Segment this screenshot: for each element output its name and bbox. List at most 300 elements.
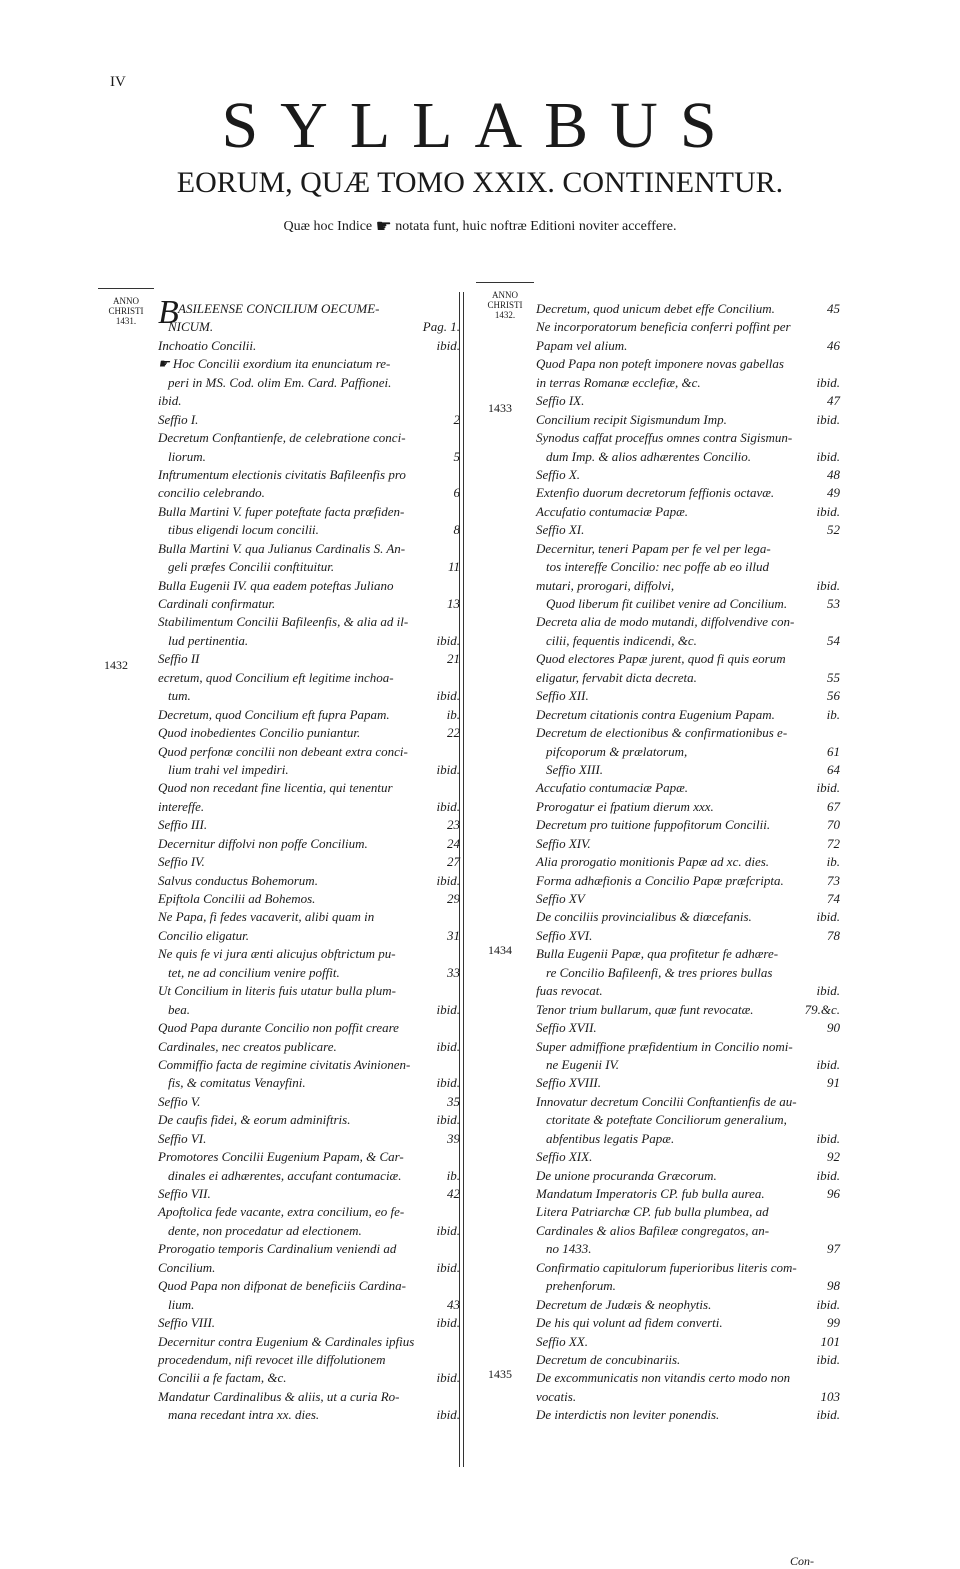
entry-text: lium. bbox=[168, 1296, 195, 1312]
index-entry bbox=[158, 577, 460, 595]
index-entry bbox=[536, 890, 840, 908]
entry-text: Seffio XVI. bbox=[536, 927, 593, 943]
page-reference: 99 bbox=[827, 1315, 840, 1331]
page-reference: 97 bbox=[827, 1241, 840, 1257]
entry-text: Quod non recedant fine licentia, qui tenentur bbox=[158, 780, 393, 796]
index-entry bbox=[536, 1019, 840, 1037]
page-reference: ibid. bbox=[436, 337, 460, 353]
index-entry bbox=[158, 945, 460, 963]
page-reference: 55 bbox=[827, 669, 840, 685]
index-entry bbox=[158, 1240, 460, 1258]
entry-text: Seffio XI. bbox=[536, 522, 585, 538]
entry-text: Inchoatio Concilii. bbox=[158, 337, 257, 353]
index-entry bbox=[536, 392, 840, 410]
page-reference: 53 bbox=[827, 596, 840, 611]
entry-text: re Concilio Bafileenfi, & tres priores bullas bbox=[546, 964, 773, 980]
year-head-right bbox=[476, 290, 534, 320]
index-entry bbox=[158, 595, 460, 613]
index-entry bbox=[536, 1296, 840, 1314]
entry-text: ☛ Hoc Concilii exordium ita enunciatum re- bbox=[158, 356, 391, 372]
pointing-hand-icon: ☛ bbox=[375, 216, 392, 236]
entry-text: concilio celebrando. bbox=[158, 485, 265, 501]
entry-text: Seffio IX. bbox=[536, 393, 585, 409]
page-reference: ibid. bbox=[436, 872, 460, 888]
entry-text: Quod inobedientes Concilio puniantur. bbox=[158, 725, 361, 741]
index-entry bbox=[536, 577, 840, 595]
entry-text: Decretum de concubinariis. bbox=[536, 1351, 681, 1367]
index-entry bbox=[536, 687, 840, 705]
entry-text: procedendum, nifi revocet ille diffolutionem bbox=[158, 1351, 386, 1367]
entry-text: Tenor trium bullarum, quæ funt revocatæ. bbox=[536, 1001, 754, 1017]
index-entry bbox=[536, 798, 840, 816]
page-reference: 45 bbox=[827, 301, 840, 316]
entry-text: vocatis. bbox=[536, 1388, 577, 1404]
index-entry bbox=[536, 1130, 840, 1148]
entry-text: tum. bbox=[168, 688, 191, 704]
entry-text: Commiffio facta de regimine civitatis Avinionen- bbox=[158, 1056, 411, 1072]
anno-label: ANNO bbox=[113, 296, 139, 306]
index-entry bbox=[158, 669, 460, 687]
page-reference: ibid. bbox=[816, 983, 840, 999]
index-entry bbox=[536, 945, 840, 963]
index-entry bbox=[158, 503, 460, 521]
entry-text: Cardinales, nec creatos publicare. bbox=[158, 1038, 337, 1054]
entry-text: Quod Papa non poteft imponere novas gabellas bbox=[536, 356, 784, 372]
entry-text: Innovatur decretum Concilii Conftantienfis de au- bbox=[536, 1093, 797, 1109]
page-reference: 21 bbox=[447, 651, 460, 667]
entry-text: tibus eligendi locum concilii. bbox=[168, 522, 319, 538]
page-reference: 22 bbox=[447, 725, 460, 741]
page-reference: ibid. bbox=[816, 411, 840, 427]
entry-text: intereffe. bbox=[158, 798, 205, 814]
index-entry bbox=[536, 761, 840, 779]
entry-text: De conciliis provincialibus & diœcefanis. bbox=[536, 909, 752, 925]
index-entry bbox=[158, 355, 460, 373]
page-reference: 48 bbox=[827, 466, 840, 482]
entry-text: Seffio V. bbox=[158, 1093, 201, 1109]
entry-text: Inftrumentum electionis civitatis Bafileenfis pro bbox=[158, 466, 406, 482]
index-entry bbox=[158, 1351, 460, 1369]
index-entry bbox=[158, 1038, 460, 1056]
catchword: Con- bbox=[790, 1554, 814, 1568]
index-entry bbox=[536, 1240, 840, 1258]
index-entry bbox=[158, 650, 460, 668]
page-reference: 101 bbox=[820, 1333, 840, 1349]
page-reference: ibid. bbox=[816, 1351, 840, 1367]
page-reference: 47 bbox=[827, 393, 840, 409]
index-entry bbox=[158, 927, 460, 945]
entry-text: Mandatur Cardinalibus & aliis, ut a curia Ro- bbox=[158, 1388, 400, 1404]
column-divider bbox=[463, 292, 464, 1467]
page-reference: ibid. bbox=[816, 577, 840, 593]
index-entry bbox=[536, 411, 840, 429]
index-entry bbox=[536, 982, 840, 1000]
entry-text: Ne quis fe vi jura ænti alicujus obftrictum pu- bbox=[158, 946, 396, 962]
page-reference: ibid. bbox=[436, 632, 460, 648]
entry-text: Decretum, quod Concilium eft fupra Papam. bbox=[158, 706, 390, 722]
year-head-left bbox=[98, 296, 154, 326]
entry-text: fis, & comitatus Venayfini. bbox=[168, 1075, 306, 1091]
page-reference: 98 bbox=[827, 1278, 840, 1294]
index-entry bbox=[536, 355, 840, 373]
entry-text: Decretum, quod unicum debet effe Concilium. bbox=[536, 301, 775, 316]
year-head-rule-right bbox=[476, 282, 534, 283]
index-entry bbox=[158, 429, 460, 447]
entry-text: pifcoporum & prælatorum, bbox=[546, 743, 688, 759]
index-entry bbox=[158, 1203, 460, 1221]
index-entry bbox=[536, 1406, 840, 1424]
page-reference: 5 bbox=[453, 448, 460, 464]
page-reference: ibid. bbox=[436, 1112, 460, 1128]
index-entry bbox=[536, 1388, 840, 1406]
entry-text: peri in MS. Cod. olim Em. Card. Paffionei. bbox=[168, 374, 392, 390]
entry-text: bea. bbox=[168, 1001, 191, 1017]
entry-text: Decernitur contra Eugenium & Cardinales ipfius bbox=[158, 1333, 415, 1349]
page-reference: ibid. bbox=[436, 1038, 460, 1054]
index-entry bbox=[158, 374, 460, 392]
page-reference: ibid. bbox=[436, 761, 460, 777]
entry-text: tet, ne ad concilium venire poffit. bbox=[168, 964, 340, 980]
entry-text: prehenforum. bbox=[546, 1278, 616, 1294]
index-entry bbox=[536, 429, 840, 447]
page-reference: 2 bbox=[453, 411, 460, 427]
index-entry bbox=[536, 835, 840, 853]
page-reference: 79.&c. bbox=[804, 1001, 840, 1017]
index-entry bbox=[158, 1185, 460, 1203]
index-entry bbox=[158, 1167, 460, 1185]
index-entry bbox=[536, 1259, 840, 1277]
year-head-rule-left bbox=[98, 288, 154, 289]
entry-text: Concilium recipit Sigismundum Imp. bbox=[536, 411, 727, 427]
index-entry bbox=[536, 1314, 840, 1332]
index-entry bbox=[536, 466, 840, 484]
page-reference: ibid. bbox=[816, 1056, 840, 1072]
entry-text: Seffio XIX. bbox=[536, 1149, 593, 1165]
editorial-note bbox=[0, 216, 960, 237]
note-text-after: notata funt, huic noftræ Editioni noviter acceffere. bbox=[395, 219, 677, 234]
index-entry bbox=[536, 300, 840, 318]
entry-text: Quod Papa non difponat de beneficiis Cardina- bbox=[158, 1278, 406, 1294]
index-entry bbox=[536, 521, 840, 539]
index-entry bbox=[536, 908, 840, 926]
page-reference: ibid. bbox=[436, 688, 460, 704]
entry-text: Super admiffione præfidentium in Concilio nomi- bbox=[536, 1038, 793, 1054]
entry-text: Seffio I. bbox=[158, 411, 199, 427]
page-reference: 49 bbox=[827, 485, 840, 501]
page-reference: 23 bbox=[447, 817, 460, 833]
entry-text: liorum. bbox=[168, 448, 206, 464]
index-entry bbox=[158, 1148, 460, 1166]
index-entry bbox=[158, 1001, 460, 1019]
entry-text: Cardinales & alios Bafileæ congregatos, an- bbox=[536, 1222, 770, 1238]
entry-text: Decretum citationis contra Eugenium Papam. bbox=[536, 706, 775, 722]
entry-text: Decretum de electionibus & confirmationibus e- bbox=[536, 725, 788, 741]
entry-text: ne Eugenii IV. bbox=[546, 1056, 620, 1072]
page-reference: ib. bbox=[826, 854, 840, 870]
page-reference: Pag. 1. bbox=[422, 319, 460, 335]
page-reference: 29 bbox=[447, 891, 460, 906]
index-entry bbox=[158, 337, 460, 355]
entry-text: Seffio XIII. bbox=[546, 761, 604, 777]
page-reference: 74 bbox=[827, 891, 840, 906]
index-entry bbox=[536, 1038, 840, 1056]
page-reference: 13 bbox=[447, 596, 460, 611]
page-reference: ib. bbox=[446, 1167, 460, 1183]
entry-text: Stabilimentum Concilii Bafileenfis, & alia ad il- bbox=[158, 614, 409, 630]
index-entry bbox=[536, 1277, 840, 1295]
margin-year-1435: 1435 bbox=[488, 1367, 512, 1381]
entry-text: Seffio XIV. bbox=[536, 835, 591, 851]
entry-text: Extenfio duorum decretorum feffionis octavæ. bbox=[536, 485, 775, 501]
index-entry bbox=[158, 558, 460, 576]
index-entry bbox=[158, 613, 460, 631]
entry-text: Prorogatur ei fpatium dierum xxx. bbox=[536, 798, 714, 814]
index-entry bbox=[158, 1333, 460, 1351]
index-entry bbox=[536, 1222, 840, 1240]
entry-text: Decretum de Judæis & neophytis. bbox=[536, 1296, 712, 1312]
entry-text: lium trahi vel impediri. bbox=[168, 761, 289, 777]
entry-text: Alia prorogatio monitionis Papæ ad xc. dies. bbox=[536, 854, 770, 870]
note-text-before: Quæ hoc Indice bbox=[283, 219, 373, 234]
index-entry bbox=[536, 1001, 840, 1019]
index-entry bbox=[158, 1259, 460, 1277]
index-entry bbox=[158, 540, 460, 558]
index-entry bbox=[158, 1111, 460, 1129]
entry-text: tos intereffe Concilio: nec poffe ab eo illud bbox=[546, 559, 769, 575]
page-reference: ibid. bbox=[436, 1407, 460, 1423]
index-entry bbox=[536, 669, 840, 687]
index-entry bbox=[158, 761, 460, 779]
entry-text: Ne incorporatorum beneficia conferri poffint per bbox=[536, 319, 791, 335]
page-reference: ibid. bbox=[436, 1222, 460, 1238]
entry-text: ecretum, quod Concilium eft legitime inchoa- bbox=[158, 669, 394, 685]
entry-text: dinales ei adhærentes, accufant contumaciæ. bbox=[168, 1167, 402, 1183]
index-entry bbox=[158, 1314, 460, 1332]
entry-text: Ut Concilium in literis fuis utatur bulla plum- bbox=[158, 983, 396, 999]
index-entry bbox=[536, 484, 840, 502]
page-reference: ibid. bbox=[816, 909, 840, 925]
index-entry bbox=[158, 1296, 460, 1314]
entry-text: eligatur, fervabit dicta decreta. bbox=[536, 669, 697, 685]
page-reference: ibid. bbox=[816, 503, 840, 519]
index-entry bbox=[158, 835, 460, 853]
index-entry bbox=[536, 540, 840, 558]
page-reference: 64 bbox=[827, 761, 840, 777]
page-reference: 92 bbox=[827, 1149, 840, 1165]
page-reference: 35 bbox=[447, 1093, 460, 1109]
drop-cap-b: B bbox=[158, 294, 179, 331]
index-entry bbox=[536, 1369, 840, 1387]
index-entry bbox=[536, 1148, 840, 1166]
entry-text: NICUM. bbox=[168, 319, 214, 335]
entry-text: Decretum pro tuitione fuppofitorum Concilii. bbox=[536, 817, 771, 833]
page-reference: ib. bbox=[446, 706, 460, 722]
entry-text: Seffio III. bbox=[158, 817, 208, 833]
entry-text: De caufis fidei, & eorum adminiftris. bbox=[158, 1112, 351, 1128]
page-reference: 39 bbox=[447, 1130, 460, 1146]
index-entry bbox=[158, 1406, 460, 1424]
christi-label: CHRISTI bbox=[108, 306, 144, 316]
entry-text: Bulla Martini V. qua Julianus Cardinalis S. An- bbox=[158, 540, 406, 556]
entry-text: in terras Romanæ ecclefiæ, &c. bbox=[536, 374, 701, 390]
page-reference: 78 bbox=[827, 927, 840, 943]
entry-text: Quod Papa durante Concilio non poffit creare bbox=[158, 1020, 399, 1036]
page-reference: ibid. bbox=[816, 374, 840, 390]
entry-text: Concilio eligatur. bbox=[158, 927, 249, 943]
page-reference: 73 bbox=[827, 872, 840, 888]
entry-text: Papam vel alium. bbox=[536, 337, 628, 353]
index-entry bbox=[158, 466, 460, 484]
entry-text: Mandatum Imperatoris CP. fub bulla aurea. bbox=[536, 1186, 765, 1201]
index-entry bbox=[536, 337, 840, 355]
anno-label: ANNO bbox=[492, 290, 518, 300]
page-reference: 11 bbox=[447, 559, 460, 575]
christi-label: CHRISTI bbox=[487, 300, 523, 310]
index-entry bbox=[536, 1185, 840, 1203]
index-entry bbox=[536, 853, 840, 871]
page-reference: ibid. bbox=[436, 1001, 460, 1017]
page-reference: ibid. bbox=[816, 448, 840, 464]
index-entry bbox=[536, 1056, 840, 1074]
page-reference: 56 bbox=[827, 688, 840, 704]
index-entry bbox=[158, 1019, 460, 1037]
page-reference: 33 bbox=[447, 964, 460, 980]
index-entry bbox=[536, 1111, 840, 1129]
index-entry bbox=[158, 392, 460, 410]
index-entry bbox=[536, 1203, 840, 1221]
page-reference: 31 bbox=[447, 927, 460, 943]
entry-text: Seffio II bbox=[158, 651, 200, 667]
page-reference: 46 bbox=[827, 337, 840, 353]
page-reference: 96 bbox=[827, 1186, 840, 1201]
page-reference: 52 bbox=[827, 522, 840, 538]
entry-text: Salvus conductus Bohemorum. bbox=[158, 872, 318, 888]
entry-text: Bulla Eugenii Papæ, qua profitetur fe adhære- bbox=[536, 946, 779, 962]
year-1432: 1432. bbox=[494, 310, 516, 320]
entry-text: Quod perfonæ concilii non debeant extra conci- bbox=[158, 743, 408, 759]
page-reference: 70 bbox=[827, 817, 840, 833]
page-reference: ibid. bbox=[816, 780, 840, 796]
index-entry bbox=[536, 318, 840, 336]
entry-text: Seffio VI. bbox=[158, 1130, 207, 1146]
index-entry bbox=[536, 927, 840, 945]
page-reference: ibid. bbox=[436, 1259, 460, 1275]
margin-year-1432: 1432 bbox=[104, 658, 128, 672]
entry-text: Seffio IV. bbox=[158, 854, 205, 870]
index-entry bbox=[536, 503, 840, 521]
year-1431: 1431. bbox=[115, 316, 137, 326]
page-reference: 72 bbox=[827, 835, 840, 851]
index-entry bbox=[158, 1369, 460, 1387]
page-reference: 6 bbox=[453, 485, 460, 501]
entry-text: De unione procuranda Græcorum. bbox=[536, 1167, 717, 1183]
entry-text: Confirmatio capitulorum fuperioribus literis com- bbox=[536, 1259, 797, 1275]
index-entry bbox=[158, 964, 460, 982]
entry-text: abfentibus legatis Papæ. bbox=[546, 1130, 675, 1146]
page-reference: 24 bbox=[447, 835, 460, 851]
entry-text: Epiftola Concilii ad Bohemos. bbox=[158, 891, 316, 906]
entry-text: cilii, fequentis indicendi, &c. bbox=[546, 632, 697, 648]
index-entry bbox=[158, 448, 460, 466]
page-reference: ibid. bbox=[436, 1075, 460, 1091]
page-reference: 43 bbox=[447, 1296, 460, 1312]
page-reference: 91 bbox=[827, 1075, 840, 1091]
index-entry bbox=[158, 1277, 460, 1295]
entry-text: dum Imp. & alios adhærentes Concilio. bbox=[546, 448, 751, 464]
entry-text: Seffio VII. bbox=[158, 1186, 211, 1201]
entry-text: Seffio XX. bbox=[536, 1333, 588, 1349]
entry-text: Accufatio contumaciæ Papæ. bbox=[536, 503, 689, 519]
entry-text: geli præfes Concilii conftituitur. bbox=[168, 559, 335, 575]
index-entry bbox=[158, 816, 460, 834]
entry-text: Decreta alia de modo mutandi, diffolvendive con- bbox=[536, 614, 795, 630]
page-title: SYLLABUS bbox=[221, 89, 739, 162]
entry-text: ctoritate & poteftate Conciliorum generalium, bbox=[546, 1112, 787, 1128]
page-reference: ibid. bbox=[816, 1407, 840, 1423]
index-entry bbox=[158, 318, 460, 336]
page-reference: 8 bbox=[453, 522, 460, 538]
page-reference: 27 bbox=[447, 854, 460, 870]
page-reference: ibid. bbox=[436, 1315, 460, 1331]
entry-text: Decernitur diffolvi non poffe Concilium. bbox=[158, 835, 368, 851]
entry-text: no 1433. bbox=[546, 1241, 592, 1257]
index-entry bbox=[158, 411, 460, 429]
entry-text: Prorogatio temporis Cardinalium veniendi ad bbox=[158, 1241, 397, 1257]
index-entry bbox=[536, 632, 840, 650]
page-reference: 103 bbox=[820, 1388, 840, 1404]
index-entry bbox=[536, 724, 840, 742]
entry-text: De excommunicatis non vitandis certo modo non bbox=[536, 1370, 791, 1386]
index-entry bbox=[158, 1388, 460, 1406]
entry-text: Apoftolica fede vacante, extra concilium, eo fe- bbox=[158, 1204, 405, 1220]
page-reference: ibid. bbox=[816, 1296, 840, 1312]
index-entry bbox=[158, 1056, 460, 1074]
index-entry bbox=[158, 798, 460, 816]
entry-text: Quod liberum fit cuilibet venire ad Concilium. bbox=[546, 596, 788, 611]
index-entry bbox=[158, 1130, 460, 1148]
entry-text: Litera Patriarchæ CP. fub bulla plumbea, ad bbox=[536, 1204, 769, 1220]
index-entry bbox=[536, 650, 840, 668]
entry-text: Quod electores Papæ jurent, quod fi quis eorum bbox=[536, 651, 786, 667]
index-entry bbox=[158, 853, 460, 871]
index-entry bbox=[158, 872, 460, 890]
left-column bbox=[158, 294, 460, 1425]
entry-text: ASILEENSE CONCILIUM OECUME- bbox=[178, 301, 380, 316]
folio-number: IV bbox=[110, 74, 126, 90]
entry-text: Seffio XV bbox=[536, 891, 585, 906]
index-entry bbox=[158, 706, 460, 724]
page-reference: 61 bbox=[827, 743, 840, 759]
entry-text: Decretum Conftantienfe, de celebratione conci- bbox=[158, 430, 406, 446]
entry-text: dente, non procedatur ad electionem. bbox=[168, 1222, 362, 1238]
index-entry bbox=[158, 1074, 460, 1092]
entry-text: mutari, prorogari, diffolvi, bbox=[536, 577, 675, 593]
index-entry bbox=[536, 816, 840, 834]
page-reference: ibid. bbox=[816, 1130, 840, 1146]
index-entry bbox=[158, 743, 460, 761]
index-entry bbox=[158, 724, 460, 742]
index-entry bbox=[536, 558, 840, 576]
entry-text: Cardinali confirmatur. bbox=[158, 596, 276, 611]
entry-text: Ne Papa, fi fedes vacaverit, alibi quam in bbox=[158, 909, 375, 925]
entry-text: Bulla Eugenii IV. qua eadem poteftas Juliano bbox=[158, 577, 394, 593]
index-entry bbox=[158, 908, 460, 926]
index-entry bbox=[158, 1222, 460, 1240]
index-entry bbox=[158, 779, 460, 797]
index-entry bbox=[536, 1333, 840, 1351]
index-entry bbox=[536, 1167, 840, 1185]
entry-text: lud pertinentia. bbox=[168, 632, 249, 648]
